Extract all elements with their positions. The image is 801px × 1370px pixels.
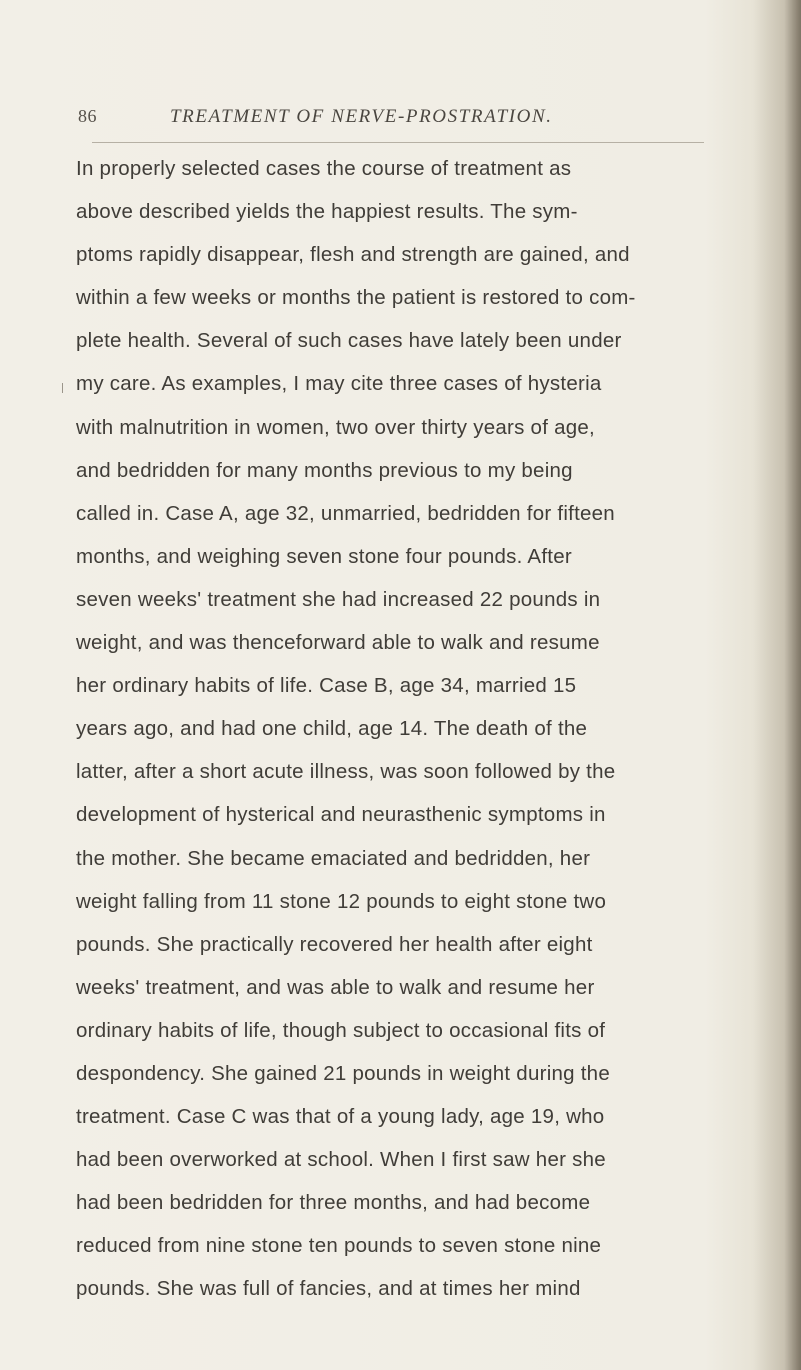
page-number: 86 <box>78 106 97 126</box>
text-line: reduced from nine stone ten pounds to seven stone nine <box>76 1234 602 1258</box>
header-rule <box>92 142 704 143</box>
text-line: with malnutrition in women, two over thirty years of age, <box>76 415 595 439</box>
text-line: and bedridden for many months previous to my being <box>76 458 573 482</box>
text-line: In properly selected cases the course of treatment as <box>76 157 572 180</box>
text-line: months, and weighing seven stone four pounds. After <box>76 544 572 568</box>
text-line: weight falling from 11 stone 12 pounds to eight stone two <box>76 889 607 913</box>
text-line: my care. As examples, I may cite three cases of hysteria <box>76 372 602 396</box>
text-line: had been overworked at school. When I first saw her she <box>76 1148 606 1172</box>
running-title: TREATMENT OF NERVE-PROSTRATION. <box>170 106 553 127</box>
margin-mark <box>62 383 63 393</box>
text-line: weight, and was thenceforward able to walk and resume <box>76 631 600 655</box>
body-text <box>76 147 716 1311</box>
text-line: ptoms rapidly disappear, flesh and strength are gained, and <box>76 243 630 267</box>
text-line: her ordinary habits of life. Case B, age 34, married 15 <box>76 674 577 698</box>
text-line: plete health. Several of such cases have lately been under <box>76 329 622 353</box>
page-edge-shadow <box>753 0 801 1370</box>
text-line: the mother. She became emaciated and bedridden, her <box>76 846 591 870</box>
text-line: despondency. She gained 21 pounds in weight during the <box>76 1061 610 1085</box>
text-line: weeks' treatment, and was able to walk and resume her <box>76 975 595 999</box>
text-line: within a few weeks or months the patient is restored to com- <box>76 286 636 310</box>
text-line: pounds. She practically recovered her health after eight <box>76 932 593 956</box>
text-line: treatment. Case C was that of a young lady, age 19, who <box>76 1105 605 1129</box>
text-line: years ago, and had one child, age 14. The death of the <box>76 717 588 741</box>
text-line: above described yields the happiest results. The sym- <box>76 200 578 224</box>
text-line: had been bedridden for three months, and had become <box>76 1191 591 1215</box>
text-line: seven weeks' treatment she had increased 22 pounds in <box>76 587 601 611</box>
text-line: ordinary habits of life, though subject to occasional fits of <box>76 1018 606 1042</box>
text-line: latter, after a short acute illness, was soon followed by the <box>76 760 616 784</box>
text-line: called in. Case A, age 32, unmarried, bedridden for fifteen <box>76 501 615 525</box>
text-line: pounds. She was full of fancies, and at times her mind <box>76 1277 581 1301</box>
page-header <box>78 106 718 136</box>
text-line: development of hysterical and neurasthenic symptoms in <box>76 803 606 827</box>
